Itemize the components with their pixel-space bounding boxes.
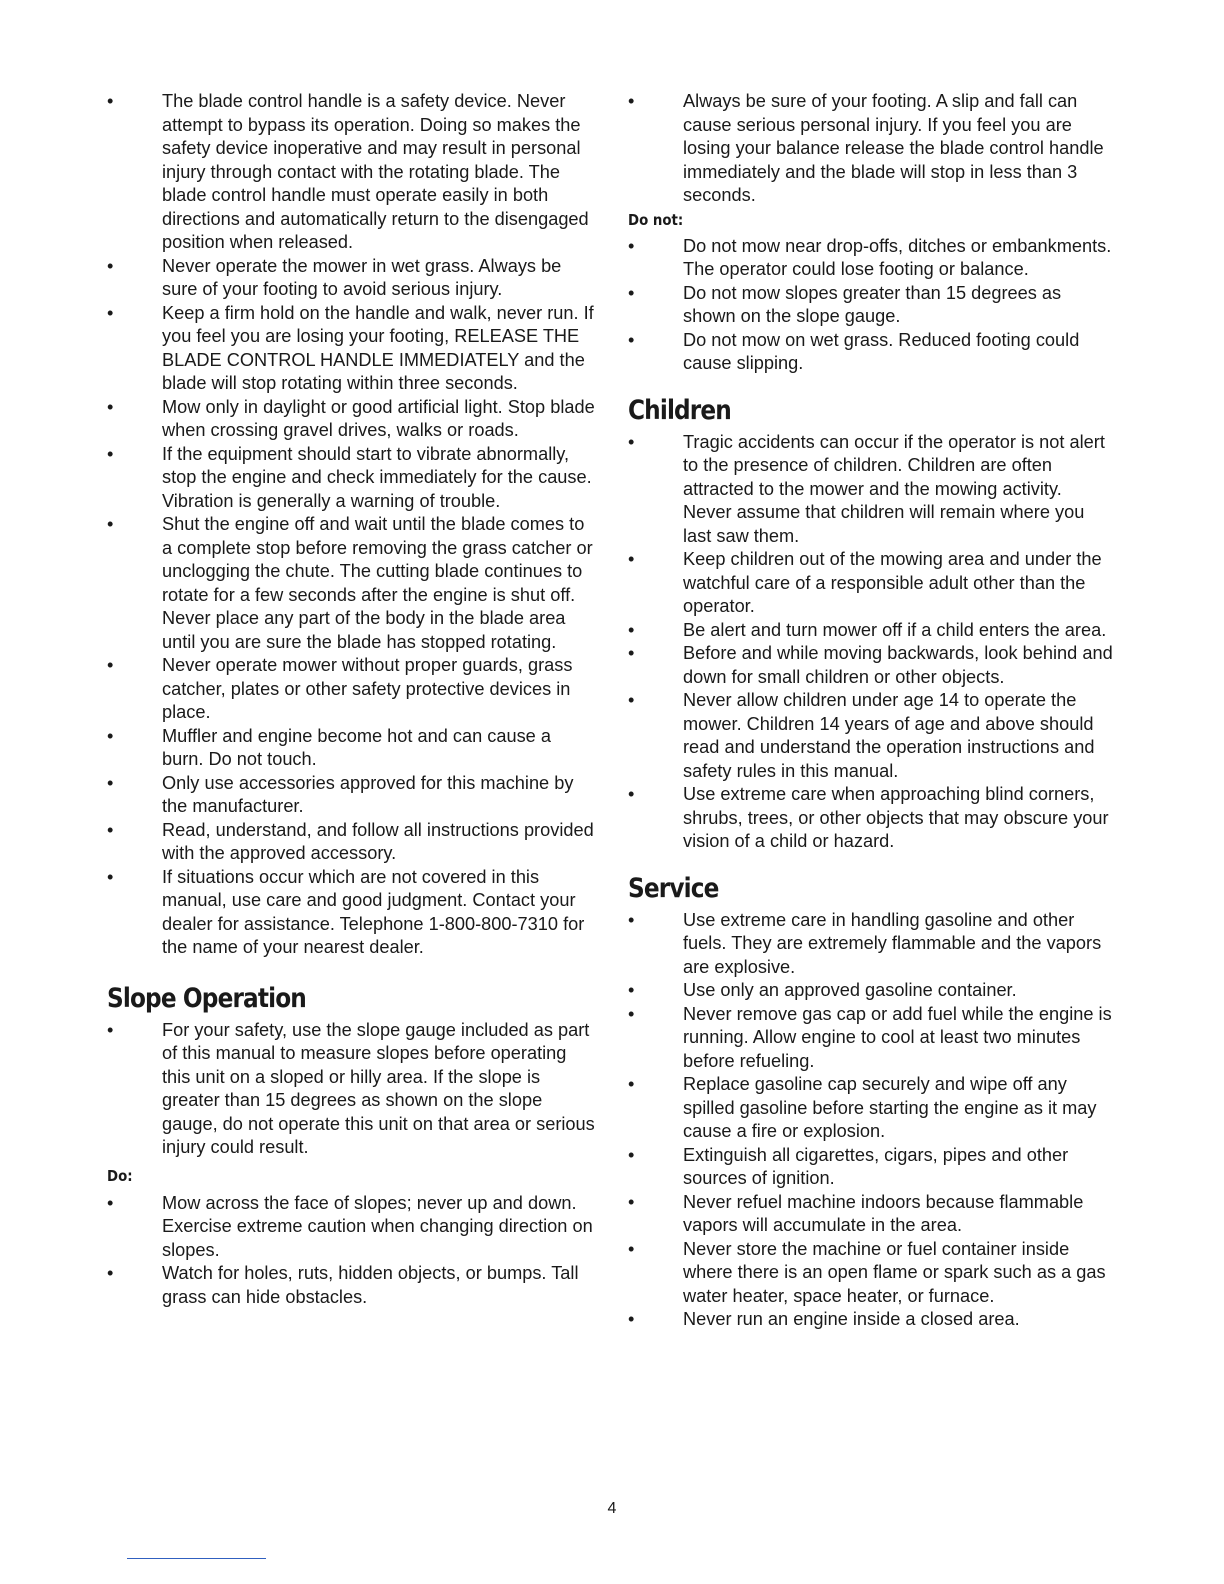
list-item: [628, 689, 1114, 783]
bullet-icon: •: [628, 549, 635, 569]
list-item-text: Use extreme care when approaching blind corners, shrubs, trees, or other objects that may obscure your vision of a child or hazard.: [683, 784, 1109, 851]
list-item: [107, 396, 595, 443]
list-item-text: Keep children out of the mowing area and under the watchful care of a responsible adult other than the operator.: [683, 549, 1102, 616]
list-item: [107, 1019, 595, 1160]
list-item: [107, 866, 595, 960]
list-item: [107, 255, 595, 302]
list-item: [628, 235, 1114, 282]
bullet-icon: •: [107, 1019, 114, 1040]
bullet-icon: •: [628, 431, 635, 452]
list-item-text: Always be sure of your footing. A slip and fall can cause serious personal injury. If you feel you are losing your balance release the blade control handle immediately and the blade will stop in less than 3 seconds.: [683, 91, 1104, 205]
page-number: 4: [607, 1500, 617, 1517]
list-item: [628, 1308, 1114, 1332]
list-item: [628, 548, 1114, 619]
list-item-text: Extinguish all cigarettes, cigars, pipes and other sources of ignition.: [683, 1144, 1069, 1188]
bullet-icon: •: [628, 980, 635, 1000]
service-heading: Service: [628, 872, 719, 904]
bullet-icon: •: [107, 514, 114, 534]
list-item: [107, 513, 595, 654]
list-item: [628, 909, 1114, 980]
bullet-icon: •: [628, 1003, 635, 1024]
list-item: [628, 329, 1114, 376]
general-safety-list: [107, 90, 595, 960]
list-item: [628, 783, 1114, 854]
list-item: [628, 1144, 1114, 1191]
list-item: [107, 302, 595, 396]
list-item: [107, 90, 595, 255]
bullet-icon: •: [628, 909, 635, 930]
slope-do-not-list: [628, 235, 1114, 376]
bullet-icon: •: [107, 866, 114, 887]
bullet-icon: •: [107, 91, 114, 111]
list-item-text: Read, understand, and follow all instructions provided with the approved accessory.: [162, 819, 594, 863]
bullet-icon: •: [628, 1238, 635, 1259]
bullet-icon: •: [628, 1309, 635, 1329]
slope-intro-list: [107, 1019, 595, 1160]
list-item-text: Do not mow slopes greater than 15 degrees as shown on the slope gauge.: [683, 282, 1062, 326]
bullet-icon: •: [628, 1074, 635, 1094]
left-column: [107, 90, 595, 1309]
list-item-text: Never operate the mower in wet grass. Always be sure of your footing to avoid serious injury.: [162, 255, 562, 299]
children-heading: Children: [628, 394, 731, 426]
bullet-icon: •: [628, 91, 635, 111]
bullet-icon: •: [107, 772, 114, 793]
bullet-icon: •: [107, 443, 114, 464]
slope-operation-heading: Slope Operation: [107, 982, 306, 1014]
do-not-label: Do not:: [628, 210, 684, 229]
bullet-icon: •: [107, 1192, 114, 1213]
bullet-icon: •: [107, 396, 114, 417]
list-item-text: Do not mow on wet grass. Reduced footing could cause slipping.: [683, 329, 1080, 373]
bullet-icon: •: [107, 1263, 114, 1283]
bullet-icon: •: [628, 619, 635, 640]
bullet-icon: •: [107, 655, 114, 675]
bullet-icon: •: [107, 819, 114, 840]
list-item: [107, 654, 595, 725]
list-item: [628, 282, 1114, 329]
list-item-text: For your safety, use the slope gauge included as part of this manual to measure slopes before operating this unit on a sloped or hilly area. If the slope is greater than 15 degrees as shown on the slope gauge, do not operate this unit on that area or serious injury could result.: [162, 1019, 595, 1157]
list-item-text: If situations occur which are not covered in this manual, use care and good judgment. Contact your dealer for assistance. Telephone 1-800-800-7310 for the name of your nearest dealer.: [162, 866, 585, 957]
list-item-text: The blade control handle is a safety device. Never attempt to bypass its operation. Doing so makes the safety device inoperative and may result in personal injury through contact with the rotating blade. The blade control handle must operate easily in both directions and automatically return to the disengaged position when released.: [162, 91, 589, 252]
list-item: [107, 443, 595, 514]
list-item-text: Never operate mower without proper guards, grass catcher, plates or other safety protective devices in place.: [162, 655, 573, 722]
list-item-text: Watch for holes, ruts, hidden objects, or bumps. Tall grass can hide obstacles.: [162, 1263, 579, 1307]
bullet-icon: •: [628, 784, 635, 804]
list-item-text: Shut the engine off and wait until the blade comes to a complete stop before removing the grass catcher or unclogging the chute. The cutting blade continues to rotate for a few seconds after the engine is shut off. Never place any part of the body in the blade area until you are sure the blade has stopped rotating.: [162, 514, 593, 652]
bullet-icon: •: [628, 1191, 635, 1212]
bullet-icon: •: [107, 255, 114, 276]
list-item: [628, 642, 1114, 689]
list-item-text: Use only an approved gasoline container.: [683, 980, 1017, 1000]
bullet-icon: •: [628, 643, 635, 663]
list-item-text: Before and while moving backwards, look behind and down for small children or other objects.: [683, 643, 1113, 687]
list-item: [107, 725, 595, 772]
bullet-icon: •: [107, 302, 114, 323]
list-item-text: Use extreme care in handling gasoline and other fuels. They are extremely flammable and the vapors are explosive.: [683, 909, 1102, 977]
list-item-text: Mow across the face of slopes; never up and down. Exercise extreme caution when changing direction on slopes.: [162, 1192, 593, 1260]
list-item: [107, 819, 595, 866]
list-item-text: Tragic accidents can occur if the operator is not alert to the presence of children. Children are often attracted to the mower and the mowing activity. Never assume that children will remain where you last saw them.: [683, 431, 1105, 546]
list-item-text: Mow only in daylight or good artificial light. Stop blade when crossing gravel drives, walks or roads.: [162, 396, 595, 440]
list-item: [628, 1191, 1114, 1238]
list-item-text: Never allow children under age 14 to operate the mower. Children 14 years of age and above should read and understand the operation instructions and safety rules in this manual.: [683, 690, 1095, 781]
list-item-text: Never store the machine or fuel container inside where there is an open flame or spark such as a gas water heater, space heater, or furnace.: [683, 1238, 1106, 1306]
list-item: [107, 772, 595, 819]
list-item: [628, 431, 1114, 549]
list-item-text: Do not mow near drop-offs, ditches or embankments. The operator could lose footing or balance.: [683, 235, 1112, 279]
bullet-icon: •: [628, 235, 635, 256]
list-item: [628, 1003, 1114, 1074]
list-item-text: Keep a firm hold on the handle and walk, never run. If you feel you are losing your footing, RELEASE THE BLADE CONTROL HANDLE IMMEDIATELY and the blade will stop rotating within three seconds.: [162, 302, 594, 393]
list-item-text: Never refuel machine indoors because flammable vapors will accumulate in the area.: [683, 1191, 1084, 1235]
list-item-text: If the equipment should start to vibrate abnormally, stop the engine and check immediately for the cause. Vibration is generally a warning of trouble.: [162, 443, 592, 511]
list-item-text: Replace gasoline cap securely and wipe off any spilled gasoline before starting the engine as it may cause a fire or explosion.: [683, 1074, 1097, 1141]
list-item-text: Only use accessories approved for this machine by the manufacturer.: [162, 772, 574, 816]
list-item-text: Be alert and turn mower off if a child enters the area.: [683, 619, 1107, 640]
right-column: [628, 90, 1114, 1332]
list-item-text: Never remove gas cap or add fuel while the engine is running. Allow engine to cool at least two minutes before refueling.: [683, 1003, 1112, 1071]
bullet-icon: •: [628, 329, 635, 350]
service-list: [628, 909, 1114, 1332]
list-item: [628, 979, 1114, 1003]
bullet-icon: •: [628, 1144, 635, 1165]
bullet-icon: •: [107, 725, 114, 746]
list-item-text: Never run an engine inside a closed area.: [683, 1309, 1020, 1329]
slope-do-list: [107, 1192, 595, 1310]
list-item: [628, 1238, 1114, 1309]
list-item: [628, 90, 1114, 208]
children-list: [628, 431, 1114, 854]
footer-rule: [127, 1558, 266, 1559]
list-item-text: Muffler and engine become hot and can cause a burn. Do not touch.: [162, 725, 551, 769]
do-label: Do:: [107, 1166, 133, 1185]
list-item: [107, 1192, 595, 1263]
list-item: [628, 619, 1114, 643]
bullet-icon: •: [628, 690, 635, 710]
slope-do-list-continued: [628, 90, 1114, 208]
list-item: [107, 1262, 595, 1309]
list-item: [628, 1073, 1114, 1144]
bullet-icon: •: [628, 282, 635, 303]
